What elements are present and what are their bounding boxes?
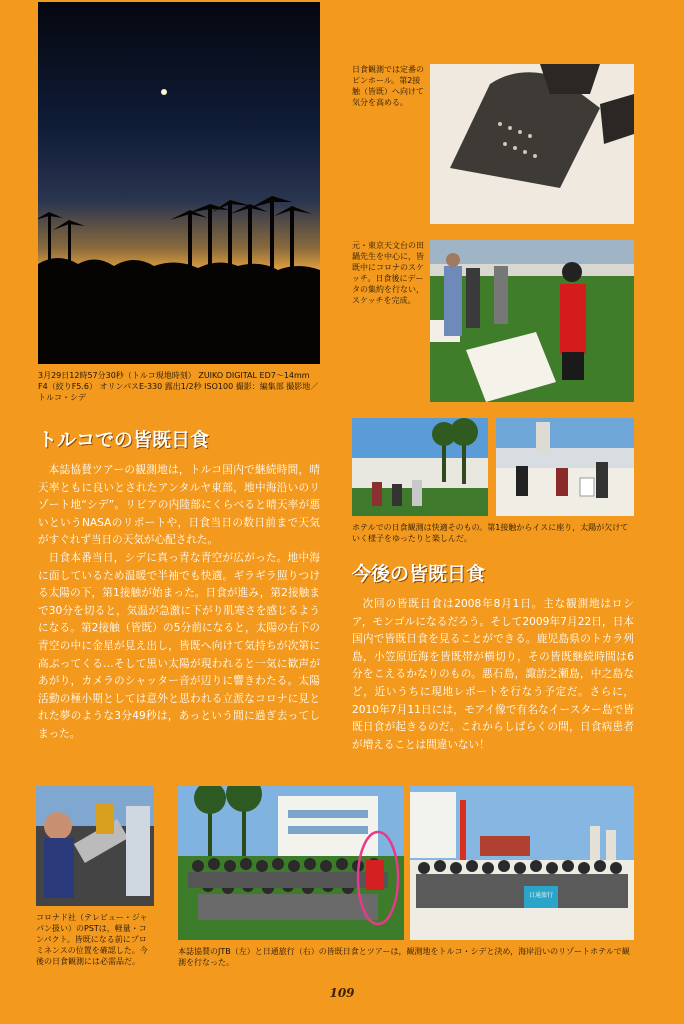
section1-heading: トルコでの皆既日食 [38, 429, 210, 451]
hotel-photos-caption: ホテルでの日食観測は快適そのもの。第1接触からイスに座り，太陽が欠けていく様子をゆったりと楽しんだ。 [352, 523, 629, 543]
hotel-left-illustration [352, 418, 488, 516]
nittsu-group-photo [410, 786, 634, 940]
group-photos-caption: 本誌協賛のJTB（左）と日通旅行（右）の皆既日食とツアーは，観測地をトルコ・シデと決め，海岸沿いのリゾートホテルで観測を行なった。 [178, 947, 630, 967]
hotel-observation-photo-right [496, 418, 634, 516]
page-number: 109 [329, 986, 355, 1000]
eclipse-sunset-illustration [38, 2, 320, 364]
jtb-group-illustration [178, 786, 404, 940]
pinhole-shadow-photo [430, 64, 634, 224]
telescope-illustration [36, 786, 154, 906]
section2-body [352, 596, 634, 754]
telescope-photo-caption: コロナド社（テレビュー・ジャパン扱い）のPSTは，軽量・コンパクト。皆既になる前にプロミネンスの位置を確認した。今後の日食観測には必需品だ。 [36, 913, 148, 966]
section1-paragraph-1: 本誌協賛ツアーの観測地は，トルコ国内で継続時間，晴天率ともに良いとされたアンタルヤ東部，地中海沿いのリゾート地“シデ”。リビアの内陸部にくらべると晴天率が悪いというNASAのリポートや，日食当日の数日前まで天気がすぐれず当日の天気が心配された。 [38, 464, 320, 547]
section1-body [38, 462, 320, 744]
sketch-illustration [430, 240, 634, 402]
eclipse-sunset-photo [38, 2, 320, 364]
sketch-photo-caption: 元・東京天文台の田鍋先生を中心に，皆既中にコロナのスケッチ。日食後にデータの集約を行ない，スケッチを完成。 [352, 241, 424, 305]
sunset-photo-caption: 3月29日12時57分30秒（トルコ現地時刻） ZUIKO DIGITAL ED7〜14mm F4（絞りF5.6） オリンパスE-330 露出1/2秒 ISO100 撮影：編集部 撮影地／トルコ・シデ [38, 371, 319, 402]
section2-paragraph-1: 次回の皆既日食は2008年8月1日。主な観測地はロシア，モンゴルになるだろう。そして2009年7月22日，日本国内で皆既日食を見ることができる。鹿児島県のトカラ列島，小笠原近海を皆既帯が横切り，その皆既継続時間は6分をこえるかなりのもの。悪石島，諏訪之瀬島，中之島など，近いうちに現地レポートを行なう予定だ。さらに，2010年7月11日には，モアイ像で有名なイースター島で皆既日食が起きるのだ。これからしばらくの間，日食病患者が増えることは間違いない！ [352, 598, 634, 751]
pinhole-photo-caption: 日食観測では定番のピンホール。第2接触（皆既）へ向けて気分を高める。 [352, 65, 424, 107]
telescope-photo [36, 786, 154, 906]
hotel-observation-photo-left [352, 418, 488, 516]
section2-heading: 今後の皆既日食 [352, 563, 486, 585]
nittsu-banner-text: 日通旅行 [528, 892, 553, 899]
hotel-right-illustration [496, 418, 634, 516]
corona-sketch-photo [430, 240, 634, 402]
section1-paragraph-2: 日食本番当日，シデに真っ青な青空が広がった。地中海に面しているため温暖で半袖でも快適。ギラギラ照りつける太陽の下，第1接触が始まった。日食が進み，第2接触まで30分を切ると，気温が急激に下がり肌寒さを感じるようになる。第2接触（皆既）の5分前になると，太陽の右下の青空の中に金星が見え出し，皆既へ向けて気持ちが次第に高ぶってくる…そして黒い太陽が現われると一気に歓声があがり，カメラのシャッター音が辺りに響きわたる。太陽活動の極小期としては意外と思われる立派なコロナに見とれた夢のような3分49秒は，あっという間に過ぎ去ってしまった。 [38, 551, 320, 740]
nittsu-group-illustration [410, 786, 634, 940]
jtb-group-photo [178, 786, 404, 940]
pinhole-illustration [430, 64, 634, 224]
